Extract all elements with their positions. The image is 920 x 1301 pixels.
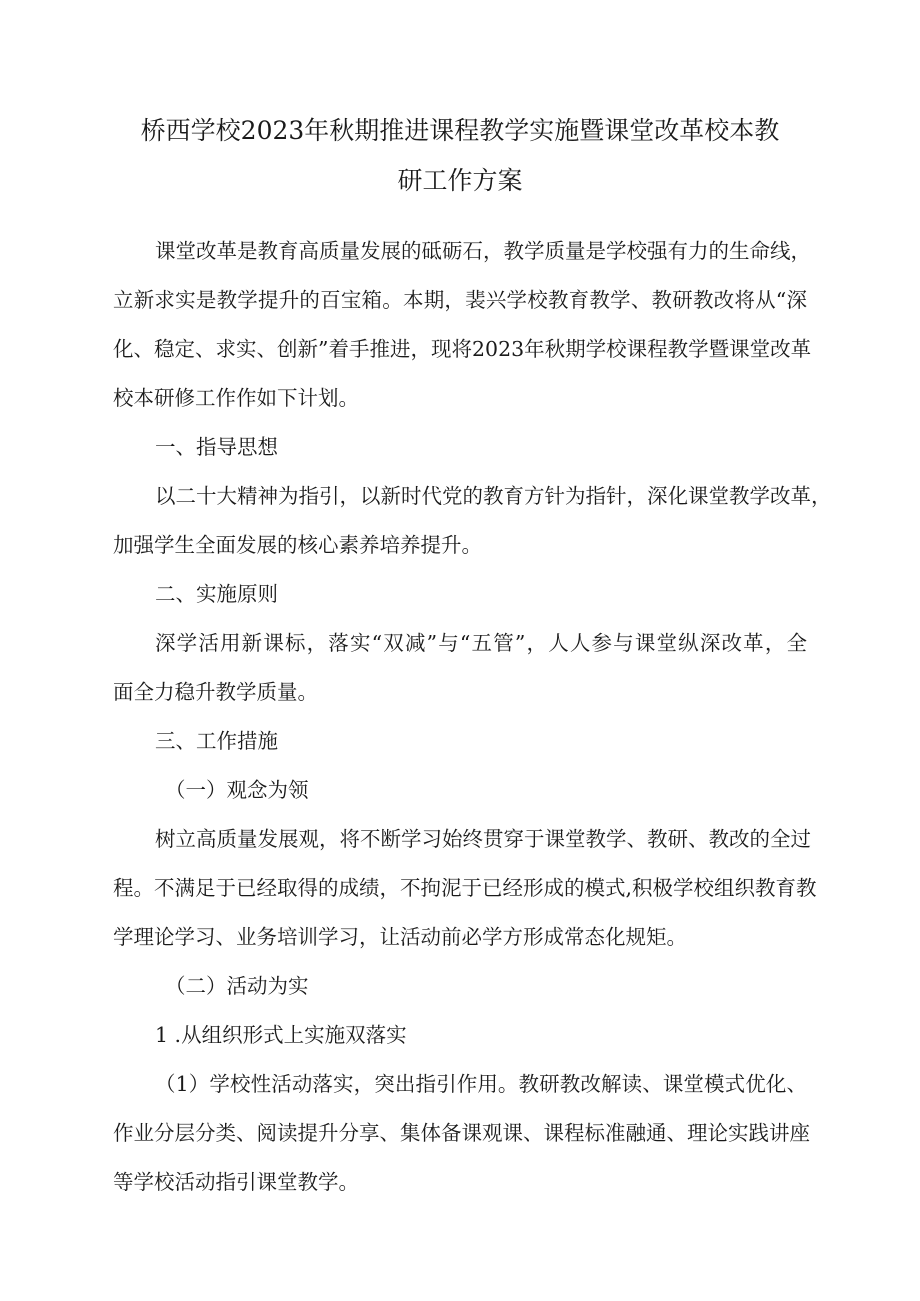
paragraph-line: 加强学生全面发展的核心素养培养提升。 (113, 533, 482, 557)
paragraph-line: 化、稳定、求实、创新”着手推进，现将2023年秋期学校课程教学暨课堂改革 (113, 337, 812, 361)
paragraph-line: 作业分层分类、阅读提升分享、集体备课观课、课程标准融通、理论实践讲座 (113, 1121, 810, 1145)
list-item-heading: 1 .从组织形式上实施双落实 (155, 1023, 407, 1047)
paragraph-line: 校本研修工作作如下计划。 (113, 386, 359, 410)
paragraph-line: 深学活用新课标，落实“双减”与“五管”，人人参与课堂纵深改革，全 (155, 631, 807, 655)
section-heading: 二、实施原则 (155, 582, 278, 606)
paragraph-line: 学理论学习、业务培训学习，让活动前必学方形成常态化规矩。 (113, 925, 687, 949)
paragraph-line: 程。不满足于已经取得的成绩，不拘泥于已经形成的模式,积极学校组织教育教 (113, 876, 817, 900)
paragraph-line: 立新求实是教学提升的百宝箱。本期，裴兴学校教育教学、教研教改将从“深 (113, 288, 807, 312)
paragraph-line: 树立高质量发展观，将不断学习始终贯穿于课堂教学、教研、教改的全过 (155, 827, 811, 851)
section-heading: 三、工作措施 (155, 729, 278, 753)
subsection-heading: （一）观念为领 (165, 778, 309, 802)
section-heading: 一、指导思想 (155, 435, 278, 459)
paragraph-line: （1）学校性活动落实，突出指引作用。教研教改解读、课堂模式优化、 (155, 1072, 807, 1096)
paragraph-line: 等学校活动指引课堂教学。 (113, 1170, 359, 1194)
paragraph-line: 以二十大精神为指引，以新时代党的教育方针为指针，深化课堂教学改革， (155, 484, 832, 508)
paragraph-line: 课堂改革是教育高质量发展的砥砺石，教学质量是学校强有力的生命线， (155, 239, 811, 263)
document-title-line-2: 研工作方案 (397, 166, 523, 195)
document-title-line-1: 桥西学校2023年秋期推进课程教学实施暨课堂改革校本教 (140, 116, 780, 145)
subsection-heading: （二）活动为实 (165, 974, 309, 998)
paragraph-line: 面全力稳升教学质量。 (113, 680, 318, 704)
